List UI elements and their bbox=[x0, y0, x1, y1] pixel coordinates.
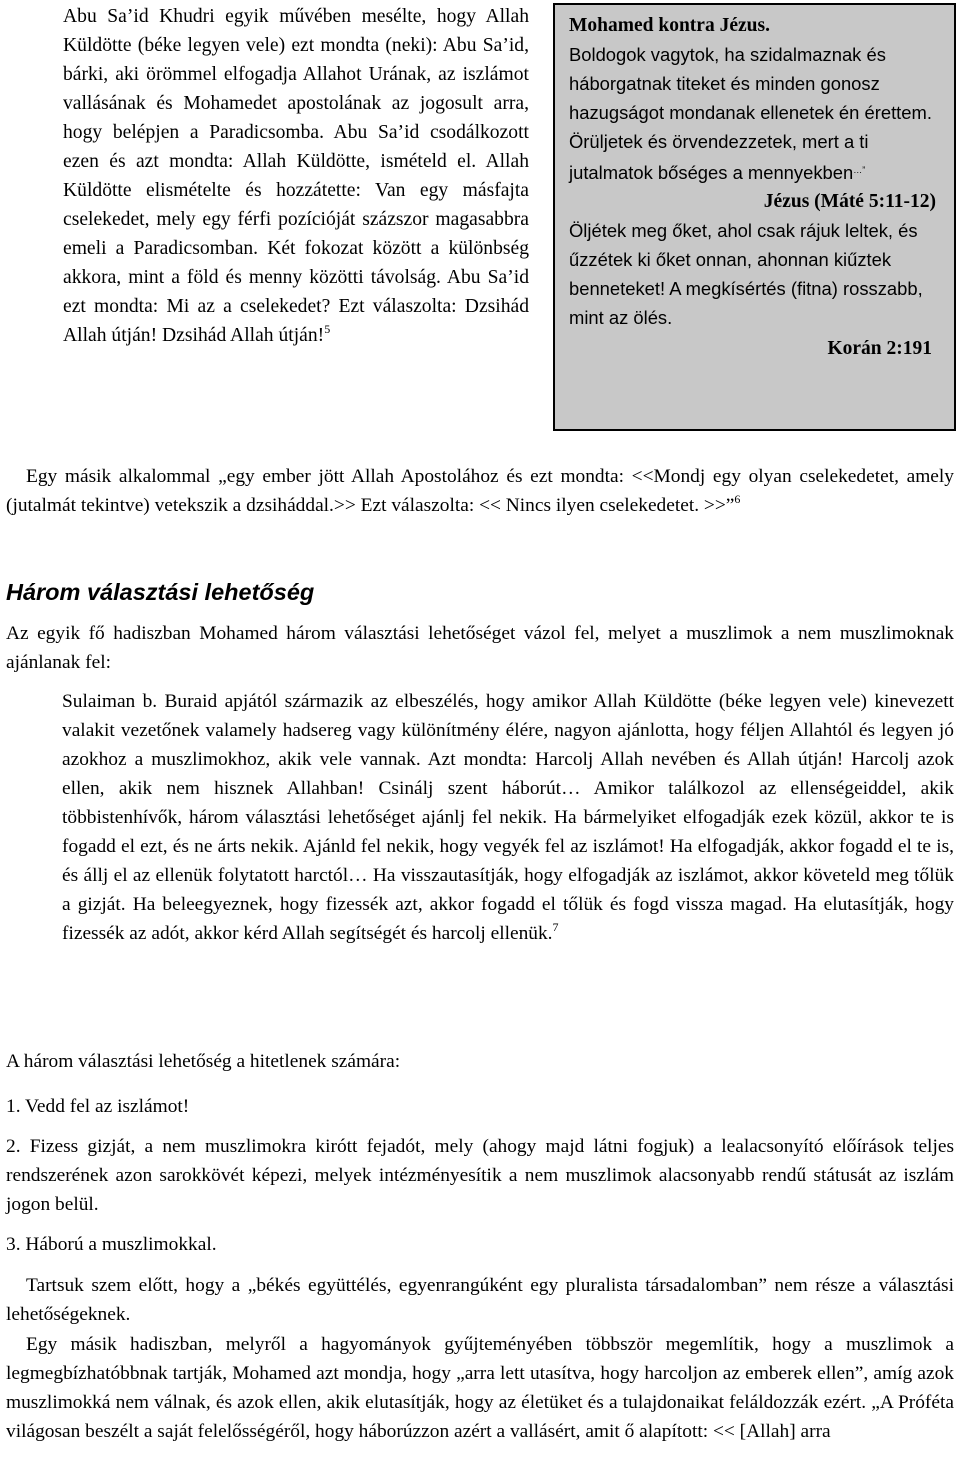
block-quote bbox=[62, 687, 954, 948]
quran-quote: Öljétek meg őket, ahol csak rájuk leltek, és űzzétek ki őket onnan, ahonnan kiűztek benneteket! A megkísértés (fitna) rosszabb, mint az ölés. bbox=[569, 220, 923, 328]
paragraph-another-occasion bbox=[6, 462, 954, 520]
jesus-quote bbox=[569, 40, 940, 187]
paragraph-another-hadith: Egy másik hadiszban, melyről a hagyományok gyűjteményében többször megemlítik, hogy a muszlimok a legmegbízhatóbbnak tartják, Mohamed azt mondja, hogy „arra lett utasítva, hogy harcoljon az emberek ellen”, amíg azok muszlimokká nem válnak, és azok ellen, akik elutasítják, hogy az életüket és a tulajdonaikat feláldozzák ezért. „A Próféta világosan beszélt a saját felelősségéről, hogy háborúzzon azért a vallásért, amit ő alapított: << [Allah] arra bbox=[6, 1334, 954, 1442]
section-heading: Három választási lehetőség bbox=[6, 579, 315, 605]
quran-attribution: Korán 2:191 bbox=[827, 338, 932, 359]
list-item: 1. Vedd fel az iszlámot! bbox=[6, 1096, 190, 1117]
jesus-quote-text: Boldogok vagytok, ha szidalmaznak és háborgatnak titeket és minden gonosz hazugságot mondanak ellenetek én érettem. Örüljetek és örvendezzetek, mert a ti jutalmatok bőséges a mennyekben bbox=[569, 44, 932, 183]
jesus-attribution: Jézus (Máté 5:11-12) bbox=[763, 191, 936, 212]
footnote-marker: 7 bbox=[552, 920, 559, 934]
footnote-marker: 5 bbox=[324, 322, 331, 336]
list-intro: A három választási lehetőség a hitetlenek számára: bbox=[6, 1051, 401, 1072]
list-item: 2. Fizess gizját, a nem muszlimokra kirótt fejadót, mely (ahogy majd látni fogjuk) a lealacsonyító előírások teljes rendszerének azon sarokkövét képezi, melyek intézményesítik a nem muszlimok alacsonyabb rendű státusát az iszlám jogon belül. bbox=[6, 1136, 954, 1215]
box-title: Mohamed kontra Jézus. bbox=[569, 15, 770, 36]
hadith-text: Abu Sa’id Khudri egyik művében mesélte, hogy Allah Küldötte (béke legyen vele) ezt mondta (neki): Abu Sa’id, bárki, aki örömmel elfogadja Allahot Urának, az iszlámot vallásának és Mohamedet apostolának az jogosult arra, hogy belépjen a Paradicsomba. Abu Sa’id csodálkozott ezen és azt mondta: Allah Küldötte, ismételd el. Allah Küldötte elismételte és hozzátette: Van egy másfajta cselekedet, mely egy férfi pozícióját százszor magasabbra emeli a Paradicsomban. Két fokozat között a különbség akkora, mint a föld és menny közötti távolság. Abu Sa’id ezt mondta: Mi az a cselekedet? Ezt válaszolta: Dzsihád Allah útján! Dzsihád Allah útján! bbox=[63, 6, 529, 346]
jesus-quote-ellipsis: …” bbox=[853, 165, 866, 175]
comparison-box bbox=[553, 3, 956, 431]
paragraph-note: Tartsuk szem előtt, hogy a „békés együttélés, egyenrangúként egy pluralista társadalomban” nem része a választási lehetőségeknek. bbox=[6, 1275, 954, 1325]
footnote-marker: 6 bbox=[734, 492, 741, 506]
block-quote-text: Sulaiman b. Buraid apjától származik az elbeszélés, hogy amikor Allah Küldötte (béke legyen vele) kinevezett valakit vezetőnek valamely hadsereg vagy különítmény élére, nagyon ajánlotta, hogy féljen Allahtól és legyen jó azokhoz a muszlimokhoz, akik vele vannak. Azt mondta: Harcolj Allah nevében és Allah útján! Harcolj azok ellen, akik nem hisznek Allahban! Csinálj szent háborút… Amikor találkozol az ellenségeiddel, akik többistenhívők, három választási lehetőséget ajánlj fel nekik. Ha bármelyiket elfogadják ezek közül, akkor te is fogadd el ezt, és ne árts nekik. Ajánld fel nekik, hogy vegyék fel az iszlámot! Ha elfogadják, akkor fogadd el te is, és állj el az ellenük folytatott harctól… Ha visszautasítják, hogy elfogadják az iszlámot, akkor követeld meg tőlük a gizját. Ha beleegyeznek, hogy fizessék azt, akkor fogadd el tőlük és fogd vissza magad. Ha elutasítják, hogy fizessék az adót, akkor kérd Allah segítségét és harcolj ellenük. bbox=[62, 691, 954, 944]
paragraph-intro: Az egyik fő hadiszban Mohamed három választási lehetőséget vázol fel, melyet a muszlimok a nem muszlimoknak ajánlanak fel: bbox=[6, 623, 954, 673]
paragraph-text: Egy másik alkalommal „egy ember jött Allah Apostolához és ezt mondta: <<Mondj egy olyan cselekedetet, amely (jutalmát tekintve) vetekszik a dzsiháddal.>> Ezt válaszolta: << Nincs ilyen cselekedetet. >>” bbox=[6, 466, 954, 516]
list-item: 3. Háború a muszlimokkal. bbox=[6, 1234, 217, 1255]
hadith-paragraph bbox=[63, 2, 529, 350]
